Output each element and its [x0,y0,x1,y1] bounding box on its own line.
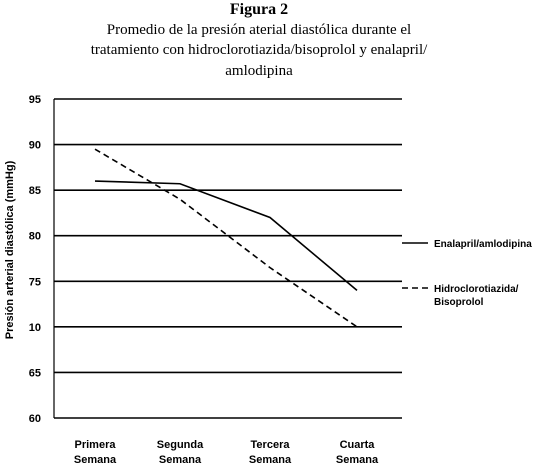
y-tick-label: 95 [28,94,41,106]
y-tick-label: 60 [28,413,41,425]
y-tick-label: 75 [28,276,41,289]
y-tick-label: 85 [28,185,41,198]
chart-title-line-3: amlodipina [225,63,293,79]
figure-label: Figura 2 [229,1,289,18]
legend-label-2: Hidroclorotiazida/ Bisoprolol [434,284,519,308]
x-tick-label: Primera Semana [73,439,117,466]
x-tick-labels [74,439,379,466]
x-tick-label: Tercera Semana [248,439,292,466]
y-tick-label: 80 [28,230,41,243]
x-tick-label: Cuarta Semana [335,439,379,466]
y-axis-label: Presión arterial diastólica (mmHg) [4,160,16,340]
series-line-2 [95,149,357,327]
y-tick-label: 90 [28,139,41,152]
y-tick-label: 65 [28,367,41,380]
chart-title-line-2: tratamiento con hidroclorotiazida/bisoprolol y enalapril/ [90,42,428,58]
legend [402,239,532,308]
legend-label-1: Enalapril/amlodipina [434,239,532,250]
gridlines [54,99,402,418]
chart-title-line-1: Promedio de la presión aterial diastólica durante el [106,22,412,38]
y-tick-labels [29,94,41,425]
series-lines [95,149,357,327]
x-tick-label: Segunda Semana [156,439,204,466]
y-tick-label: 10 [28,321,41,334]
